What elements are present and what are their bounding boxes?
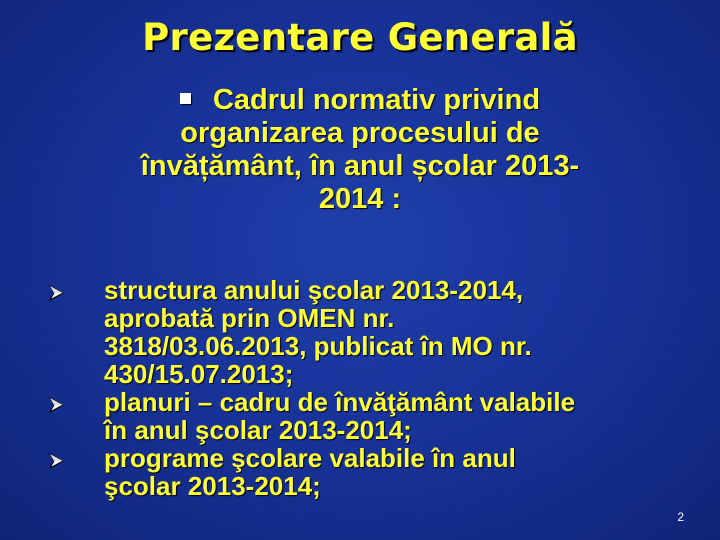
square-bullet-icon [180,93,191,104]
arrow-bullet-icon [48,397,64,413]
list-item-line: 430/15.07.2013; [104,359,294,389]
bullet-list [48,276,698,500]
list-item-line: şcolar 2013-2014; [104,471,321,501]
intro-text: Cadrul normativ privind [212,84,541,116]
intro-paragraph [90,84,630,216]
list-item-line: programe şcolare valabile în anul [104,443,516,473]
intro-line [90,84,630,117]
intro-line: 2014 : [318,183,402,215]
list-item [48,444,698,500]
list-item-line: planuri – cadru de învăţământ valabile [104,387,576,417]
list-item [48,276,698,388]
slide-title: Prezentare Generală [142,16,578,59]
list-item-line: aprobată prin OMEN nr. [104,303,395,333]
arrow-bullet-icon [48,453,64,469]
intro-line: organizarea procesului de [180,117,540,149]
intro-line: învățământ, în anul școlar 2013- [140,150,580,182]
slide-number: 2 [677,510,684,524]
list-item-line: 3818/03.06.2013, publicat în MO nr. [104,331,532,361]
list-item-line: structura anului şcolar 2013-2014, [104,275,524,305]
arrow-bullet-icon [48,285,64,301]
list-item [48,388,698,444]
list-item-line: în anul şcolar 2013-2014; [104,415,412,445]
